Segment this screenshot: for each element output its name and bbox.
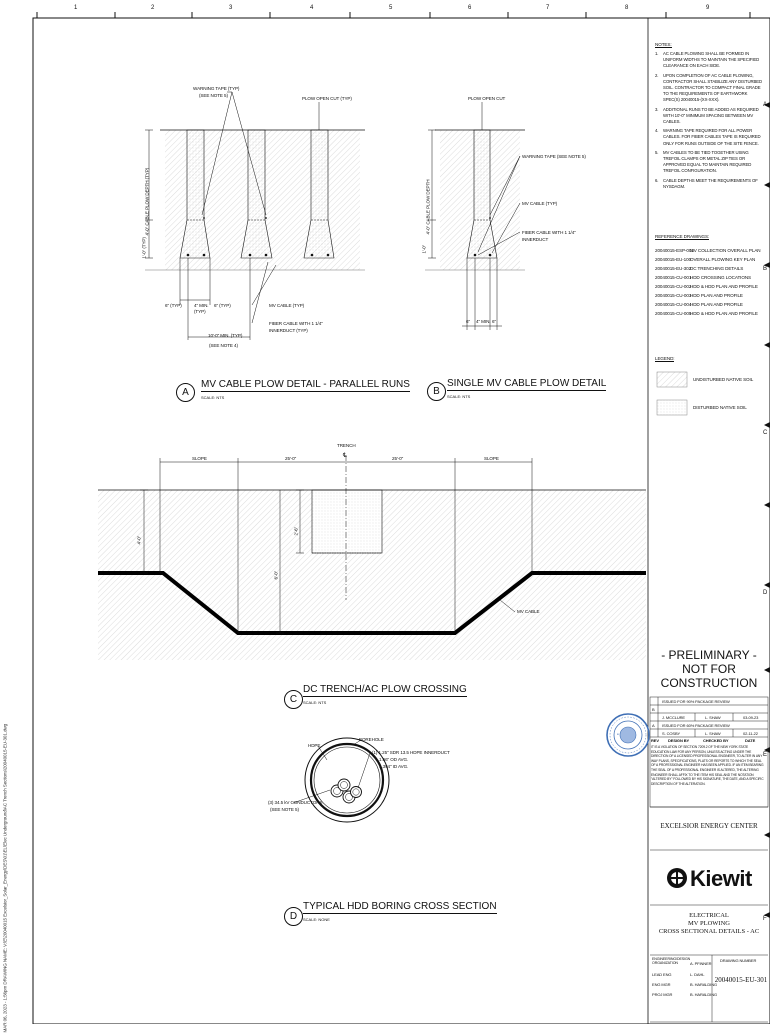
ref-title: HDD CROSSING LOCATIONS	[690, 275, 752, 280]
row-letter: C	[763, 430, 768, 436]
rev-description: ISSUED FOR 60% PACKAGE REVIEW	[662, 723, 730, 728]
mv-cable-c-label: MV CABLE	[517, 609, 540, 614]
col-number: 2	[151, 5, 155, 11]
see-note4-label: (SEE NOTE 4)	[209, 343, 238, 348]
engineer-seal	[607, 714, 649, 756]
col-number: 7	[546, 5, 550, 11]
lead-eng-value: L. DAHL	[690, 972, 705, 977]
detail-b-drawing	[425, 102, 525, 330]
row-letter: E	[763, 752, 768, 758]
dim-10-label: 10'-0" MIN. (TYP)	[208, 333, 243, 338]
legend-heading: LEGEND:	[655, 356, 675, 361]
ref-number: 20040015-CU-004	[655, 302, 692, 307]
ref-number: 20040015-EU-302	[655, 266, 692, 271]
preliminary-stamp	[650, 648, 768, 690]
trench-label: TRENCH	[337, 443, 356, 448]
legend-disturbed-swatch	[657, 400, 687, 415]
ref-number: 20040015-EU-100	[655, 257, 692, 262]
preliminary-line1: - PRELIMINARY -	[661, 648, 757, 662]
detail-a-scale: SCALE: NTS	[201, 395, 225, 400]
dim-25b-label: 25'-0"	[392, 456, 404, 461]
references-heading: REFERENCE DRAWINGS:	[655, 234, 710, 239]
eng-mgr-value: B. HARALDING	[690, 982, 718, 987]
preliminary-line2: NOT FOR CONSTRUCTION	[660, 662, 758, 690]
note-item: MV CABLES TO BE TIED TOGETHER USING TREFOIL CLAMPS OR METAL ZIP TIES OR APPROVED EQUAL TO MAINTAIN REQUIRED TREFOIL CONFIGURATION.	[663, 149, 752, 174]
conductors-label: (3) 34.5 kV CONDUCTORS	[268, 800, 323, 805]
design-header: DESIGN BY	[668, 738, 690, 743]
plow-depth-label: 4'-0" CABLE PLOW DEPTH (TYP)	[144, 167, 150, 236]
ref-title: MV COLLECTION OVERALL PLAN	[690, 248, 761, 253]
plow-open-cut-label: PLOW OPEN CUT (TYP)	[302, 96, 352, 101]
company-logo: Kiewit	[690, 866, 752, 891]
ref-number: 20040015-CU-002	[655, 284, 692, 289]
warning-tape-label: WARNING TAPE (TYP)	[193, 86, 240, 91]
mv-cable-b-label: MV CABLE (TYP)	[522, 201, 558, 206]
innerduct-b-label: INNERDUCT	[522, 237, 549, 242]
detail-b-scale: SCALE: NTS	[447, 394, 471, 399]
row-letter: D	[763, 590, 768, 596]
col-number: 9	[706, 5, 710, 11]
dim-2-6-label: 2'-6"	[293, 526, 299, 536]
legend-undisturbed-swatch	[657, 372, 687, 387]
col-number: 1	[74, 5, 78, 11]
col-number: 4	[310, 5, 314, 11]
eng-org-value: A. PFINNER	[690, 961, 712, 966]
proj-mgr-value: B. HARALDING	[690, 992, 718, 997]
detail-c-scale: SCALE: NTS	[303, 700, 327, 705]
drawing-number: 20040015-EU-301	[714, 976, 768, 984]
detail-c-circle: C	[284, 690, 303, 709]
innerduct-label: INNERDUCT (TYP)	[269, 328, 308, 333]
eng-mgr-label: ENG MGR	[652, 982, 671, 987]
lead-eng-label: LEAD ENG	[652, 972, 672, 977]
rev-date: 03-09-23	[743, 715, 759, 720]
note-item: CABLE DEPTHS MEET THE REQUIREMENTS OF NYSDAGM.	[663, 177, 758, 189]
detail-a-circle: A	[176, 383, 195, 402]
rev-design-by: S. COSBY	[662, 731, 681, 736]
drawing-title-line: MV PLOWING	[688, 920, 730, 927]
plow-depth-b-label: 4'-0" CABLE PLOW DEPTH	[425, 179, 431, 235]
one-foot-label: 1'-0" (TYP)	[141, 237, 147, 259]
rev-letter: B	[652, 707, 655, 712]
ref-number: 20040015-CU-003	[655, 293, 692, 298]
fiber-label: FIBER CABLE WITH 1 1/4"	[269, 321, 323, 326]
centerline-label: ℄	[343, 453, 347, 459]
ref-title: HDD PLAN AND PROFILE	[690, 302, 743, 307]
seal-center: ●	[617, 732, 619, 736]
kiewit-logo-mark	[667, 868, 687, 888]
dim-4min-label: 4" MIN.	[194, 303, 209, 308]
mv-cable-label: MV CABLE (TYP)	[269, 303, 305, 308]
drawing-title	[650, 912, 768, 936]
dim-6-label: 6'-0"	[273, 570, 279, 580]
dim-4-label: 4'-0"	[136, 535, 142, 545]
dim-6b-label: 6" (TYP)	[214, 303, 231, 308]
ref-title: OVERALL PLOWING KEY PLAN	[690, 257, 756, 262]
eng-org-label: ENGINEERING/DESIGN ORGANIZATION	[652, 957, 691, 966]
col-number: 6	[468, 5, 472, 11]
date-header: DATE	[745, 738, 756, 743]
rev-design-by: J. MCCLURE	[662, 715, 686, 720]
drawing-path-label: MAR 06, 2023 - 1:56pm DRAWING NAME: V:\E\20040015 Excelsior_Solar_Energy\DES\01\EL\Elec Underground\AC Trench Sections\20040015-EU-301.dwg	[2, 723, 8, 1033]
row-letter: A	[763, 102, 768, 108]
col-number: 3	[229, 5, 233, 11]
ref-title: HDD & HDD PLAN AND PROFILE	[690, 311, 758, 316]
rev-date: 02-11-22	[743, 731, 758, 736]
dim-6-label: 6" (TYP)	[165, 303, 182, 308]
conductors-note-label: (SEE NOTE 5)	[270, 807, 299, 812]
slope-right-label: SLOPE	[484, 456, 499, 461]
ref-title: HDD & HDD PLAN AND PROFILE	[690, 284, 758, 289]
dim-b3-label: 6"	[492, 319, 496, 324]
row-letter: B	[763, 266, 768, 272]
proj-mgr-label: PROJ MGR	[652, 992, 673, 997]
col-number: 8	[625, 5, 629, 11]
notes-list: 1. AC CABLE PLOWING SHALL BE FORMED IN UNIFORM WIDTHS TO MAINTAIN THE SPECIFIED CLEARANCE ON EACH SIDE. 2. UPON COMPLETION OF AC CABLE PLOWING, CONTRACTOR SHALL STABILIZE ANY DISTURBED SOIL. CONTRACTOR TO COMPACT FINAL GRADE TO THE REQUIREMENTS OF EARTHWORK SPEC(S) 20040015-(XX-XXX). 3. ADDITIONAL RUNS TO BE ADDED AS REQUIRED WITH 10'-0" MINIMUM SPACING BETWEEN MV CABLES. 4. WARNING TAPE REQUIRED FOR ALL POWER CABLES. FOR FIBER CABLES TAPE IS REQUIRED ONLY FOR RUNS OUTSIDE OF THE SITE FENCE. 5. MV CABLES TO BE TIED TOGETHER USING TREFOIL CLAMPS OR METAL ZIP TIES OR APPROVED EQUAL TO MAINTAIN REQUIRED TREFOIL CONFIGURATION. 6. CABLE DEPTHS MEET THE REQUIREMENTS OF NYSDAGM.	[655, 51, 765, 193]
warning-tape-b-label: WARNING TAPE (SEE NOTE 5)	[522, 154, 586, 159]
detail-d-title: TYPICAL HDD BORING CROSS SECTION	[303, 901, 497, 912]
drawing-title-line: CROSS SECTIONAL DETAILS - AC	[658, 928, 760, 935]
notes-heading: NOTES:	[655, 42, 672, 47]
one-foot-b-label: 1'-0"	[421, 244, 427, 254]
ref-title: DC TRENCHING DETAILS	[690, 266, 744, 271]
drawing-title-line: ELECTRICAL	[689, 912, 729, 919]
project-name: EXCELSIOR ENERGY CENTER	[660, 822, 758, 830]
ref-number: 20040015-CU-005	[655, 311, 692, 316]
detail-d-circle: D	[284, 907, 303, 926]
ref-number: 20040015-ESP-001	[655, 248, 694, 253]
rev-letter: A	[652, 723, 655, 728]
rev-checked-by: L. SHAW	[705, 715, 721, 720]
detail-c-drawing	[98, 455, 646, 660]
ref-title: HDD PLAN AND PROFILE	[690, 293, 743, 298]
innerduct-d3-label: 1.394" ID AVG.	[379, 764, 409, 769]
drawing-number-label: DRAWING NUMBER	[720, 958, 757, 963]
row-letter: F	[763, 916, 767, 922]
rev-header: REV	[651, 738, 659, 743]
innerduct-d2-label: 1.66" OD AVG.	[379, 757, 409, 762]
dim-b1-label: 6"	[466, 319, 470, 324]
fiber-b-label: FIBER CABLE WITH 1 1/4"	[522, 230, 576, 235]
hdpe-label: HDPE	[308, 743, 321, 748]
legend-undisturbed-label: UNDISTURBED NATIVE SOIL	[693, 377, 754, 382]
detail-b-circle: B	[427, 382, 446, 401]
dim-typ-label: (TYP)	[194, 309, 206, 314]
note-item: WARNING TAPE REQUIRED FOR ALL POWER CABLES. FOR FIBER CABLES TAPE IS REQUIRED ONLY FOR RUNS OUTSIDE OF THE SITE FENCE.	[663, 128, 761, 146]
col-number: 5	[389, 5, 393, 11]
plow-open-cut-b-label: PLOW OPEN CUT	[468, 96, 506, 101]
dim-25a-label: 25'-0"	[285, 456, 297, 461]
detail-b-title: SINGLE MV CABLE PLOW DETAIL	[447, 378, 607, 389]
check-header: CHECKED BY	[703, 738, 729, 743]
ref-number: 20040015-CU-001	[655, 275, 692, 280]
innerduct-d1-label: (1) 1.25" SDR 13.5 HDPE INNERDUCT	[372, 750, 450, 755]
dim-b2-label: 4" MIN.	[476, 319, 491, 324]
detail-c-title: DC TRENCH/AC PLOW CROSSING	[303, 684, 467, 695]
note-item: AC CABLE PLOWING SHALL BE FORMED IN UNIFORM WIDTHS TO MAINTAIN THE SPECIFIED CLEARANCE ON EACH SIDE.	[663, 51, 760, 69]
slope-left-label: SLOPE	[192, 456, 207, 461]
detail-d-scale: SCALE: NONE	[303, 917, 330, 922]
note-item: ADDITIONAL RUNS TO BE ADDED AS REQUIRED WITH 10'-0" MINIMUM SPACING BETWEEN MV CABLES.	[663, 106, 759, 125]
note-item: UPON COMPLETION OF AC CABLE PLOWING, CONTRACTOR SHALL STABILIZE ANY DISTURBED SOIL. CONTRACTOR TO COMPACT FINAL GRADE TO THE REQUIREMENTS OF EARTHWORK SPEC(S) 20040015-(XX-XXX).	[663, 72, 762, 103]
detail-a-title: MV CABLE PLOW DETAIL - PARALLEL RUNS	[201, 379, 410, 390]
legal-notice: IT IS A VIOLATION OF SECTION 7209.2 OF THE NEW YORK STATE EDUCATION LAW FOR ANY PERSON, UNLESS ACTING UNDER THE DIRECTION OF A LICENSED PROFESSIONAL ENGINEER, TO ALTER IN ANY WAY PLANS, SPECIFICATIONS, PLATS OR REPORTS TO WHICH THE SEAL OF A PROFESSIONAL ENGINEER HAS BEEN APPLIED. IF AN ITEM BEARING THE SEAL OF A PROFESSIONAL ENGINEER IS ALTERED, THE ALTERING ENGINEER SHALL AFFIX TO THE ITEM HIS SEAL AND THE NOTATION "ALTERED BY" FOLLOWED BY HIS SIGNATURE, THE DATE, AND A SPECIFIC DESCRIPTION OF THE ALTERATION.	[651, 745, 764, 786]
see-note-label: (SEE NOTE 5)	[199, 93, 228, 98]
legend-disturbed-label: DISTURBED NATIVE SOIL	[693, 405, 747, 410]
rev-description: ISSUED FOR 90% PACKAGE REVIEW	[662, 699, 730, 704]
rev-checked-by: L. SHAW	[705, 731, 721, 736]
borehole-label: BOREHOLE	[359, 737, 384, 742]
